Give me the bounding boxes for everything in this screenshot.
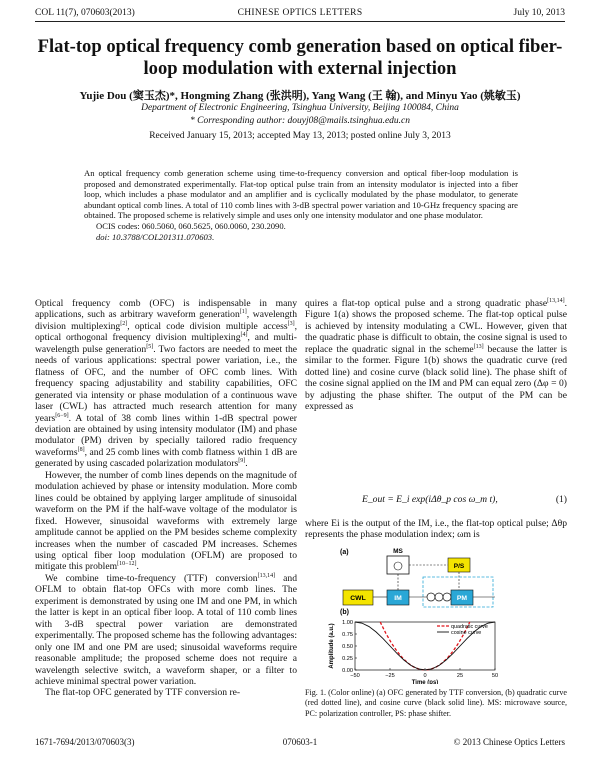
y-tick-label: 0.00	[342, 668, 353, 674]
issn: 1671-7694/2013/070603(3)	[35, 737, 135, 747]
copyright: © 2013 Chinese Optics Letters	[453, 737, 565, 747]
x-axis-label: Time (ps)	[411, 680, 439, 684]
y-tick-label: 0.25	[342, 656, 353, 662]
y-axis-label: Amplitude (a.u.)	[329, 623, 335, 669]
x-tick-label: 25	[456, 673, 464, 679]
ref[interactable]: [13,14]	[547, 297, 565, 304]
ref[interactable]: [6−9]	[55, 412, 69, 419]
journal-name: CHINESE OPTICS LETTERS	[237, 8, 363, 18]
running-header	[35, 8, 565, 20]
abstract-text: An optical frequency comb generation scheme using time-to-frequency conversion and optical fiber-loop modulation is proposed and demonstrated experimentally. Flat-top optical pulse train from an intensity modulator is injected into a fiber loop, which includes a phase modulator and an amplifier and is cyclically modulated by the phase modulator, to generate abundant optical comb lines. A total of 110 comb lines with 3-dB spectral power variation and 10-GHz frequency spacing are obtained. The proposed scheme is relatively simple and uses only one intensity modulator and one phase modulator.	[84, 168, 518, 221]
left-paragraph-2: However, the number of comb lines depends on the magnitude of modulation achieved by phase or intensity modulation. More comb lines could be obtained by applying larger amplitude of sinusoidal waveform on the PM if the half-wave voltage of the modulator is fixed. However, sinusoidal waveforms with extremely large amplitude cannot be applied on the PM besides scheme complexity increases when the number of cascaded PM increases. Schemes using optical fiber loop modulation (OFLM) are proposed to mitigate this problem[10−12].	[35, 469, 297, 573]
abstract	[84, 168, 518, 242]
ref[interactable]: [5]	[146, 343, 154, 350]
ms-block	[387, 556, 409, 574]
right-paragraph-2: where Ei is the output of the IM, i.e., the flat-top optical pulse; Δθp represents the phase modulation index; ωm is	[305, 518, 567, 541]
pm-label: PM	[456, 595, 468, 602]
panel-label-a: (a)	[340, 549, 349, 556]
left-paragraph-4: The flat-top OFC generated by TTF conversion re-	[45, 687, 241, 699]
left-column	[35, 298, 297, 699]
right-column	[305, 298, 567, 413]
right-paragraph-1: quires a flat-top optical pulse and a strong quadratic phase[13,14]. Figure 1(a) shows the proposed scheme. The flat-top optical pulse is achieved by intensity modulating a CWL. However, given that the quadratic phase is difficult to obtain, the cosine signal is used to replace the quadratic signal in the scheme[13] because the latter is similar to the former. Figure 1(b) shows the quadratic curve (red dotted line) and cosine curve (black solid line). The phase shift of the cosine signal applied on the IM and PM can equal zero (Δφ = 0) by adjusting the phase shifter. The output of the PM can be expressed as	[305, 297, 568, 413]
equation-number: (1)	[555, 494, 567, 505]
ref[interactable]: [2]	[120, 320, 128, 327]
received-dates: Received January 15, 2013; accepted May 13, 2013; posted online July 3, 2013	[149, 131, 451, 141]
ref[interactable]: [4]	[240, 332, 248, 339]
y-tick-label: 0.50	[342, 644, 353, 650]
x-tick-label: 50	[491, 673, 499, 679]
x-tick-label: 0	[423, 673, 427, 679]
pc-coil	[427, 593, 451, 601]
issue-date: July 10, 2013	[513, 8, 565, 18]
journal-citation: COL 11(7), 070603(2013)	[35, 8, 135, 18]
left-paragraph-1: Optical frequency comb (OFC) is indispensable in many applications, such as arbitrary waveform generation[1], wavelength division multiplexing[2], optical code division multiple access[3], optical orthogonal frequency division multiplexing[4], and multi-wavelength pulse generation[5]. Two factors are needed to meet the needs of various applications: spectral power variation, i.e., the flatness of OFC, and the number of OFC comb lines. With frequency spacing adjustability and stability capabilities, OFC generated via intensity or phase modulation of a continuous wave laser (CWL) has attracted much research attention for many years[6−9]. A total of 38 comb lines within 1-dB spectral power deviation are obtained by using intensity modulator (IM) and phase modulator (PM) driven by specially tailored radio frequency waveforms[8], and 25 comb lines with comb flatness within 1 dB are generated by using cascaded polarization modulators[9].	[35, 298, 297, 470]
figure-1	[305, 542, 567, 684]
left-paragraph-3: We combine time-to-frequency (TTF) conversion[13,14] and OFLM to obtain flat-top OFCs with more comb lines. The experiment is demonstrated by using one IM and one PM, in which the latter is kept in an optical fiber loop. A total of 110 comb lines with 3-dB spectral power variation are demonstrated experimentally. The proposed scheme has the following advantages: only one IM and one PM are used; sinusoidal waveforms require reasonable amplitude; the proposed scheme does not require a wavelength selective switch, a waveform shaper, or a filter to achieve minimal spectral power variation.	[35, 572, 297, 687]
y-tick-label: 0.75	[342, 632, 353, 638]
corresponding-author: * Corresponding author: douyj08@mails.tsinghua.edu.cn	[189, 116, 411, 126]
x-tick-label: −25	[385, 673, 395, 679]
ref[interactable]: [13]	[473, 343, 484, 350]
ref[interactable]: [10−12]	[117, 561, 137, 568]
cwl-label: CWL	[350, 595, 366, 602]
doi: doi: 10.3788/COL201311.070603.	[96, 231, 215, 242]
ref[interactable]: [13,14]	[257, 572, 276, 579]
ref[interactable]: [8]	[77, 446, 85, 453]
ocis-codes: OCIS codes: 060.5060, 060.5625, 060.0060, 230.2090.	[96, 220, 286, 231]
paper-title: Flat-top optical frequency comb generation based on optical fiber-loop modulation with external injection	[37, 36, 563, 79]
ps-label: P/S	[453, 563, 465, 570]
right-column-continued	[305, 518, 567, 541]
im-label: IM	[394, 595, 402, 602]
ref[interactable]: [3]	[287, 320, 295, 327]
ref[interactable]: [1]	[239, 309, 247, 316]
amplitude-plot	[329, 620, 498, 684]
page-number: 070603-1	[282, 737, 318, 747]
legend-entry: quadratic curve	[451, 624, 488, 630]
header-rule	[35, 21, 565, 22]
ref[interactable]: [9]	[238, 458, 246, 465]
equation-body: E_out = E_i exp(iΔθ_p cos ω_m t),	[362, 494, 498, 505]
x-tick-label: −50	[350, 673, 360, 679]
author-list: Yujie Dou (窦玉杰)*, Hongming Zhang (张洪明), Yang Wang (王 翰), and Minyu Yao (姚敏玉)	[79, 90, 521, 102]
panel-label-b: (b)	[340, 609, 349, 616]
legend-entry: cosine curve	[451, 630, 482, 636]
affiliation: Department of Electronic Engineering, Tsinghua University, Beijing 100084, China	[141, 103, 459, 113]
figure-caption: Fig. 1. (Color online) (a) OFC generated by TTF conversion, (b) quadratic curve (red dotted line), and cosine curve (black solid line). MS: microwave source, PC: polarization controller, PS: phase shifter.	[305, 688, 567, 718]
y-tick-label: 1.00	[342, 620, 353, 626]
ms-label: MS	[393, 548, 403, 555]
